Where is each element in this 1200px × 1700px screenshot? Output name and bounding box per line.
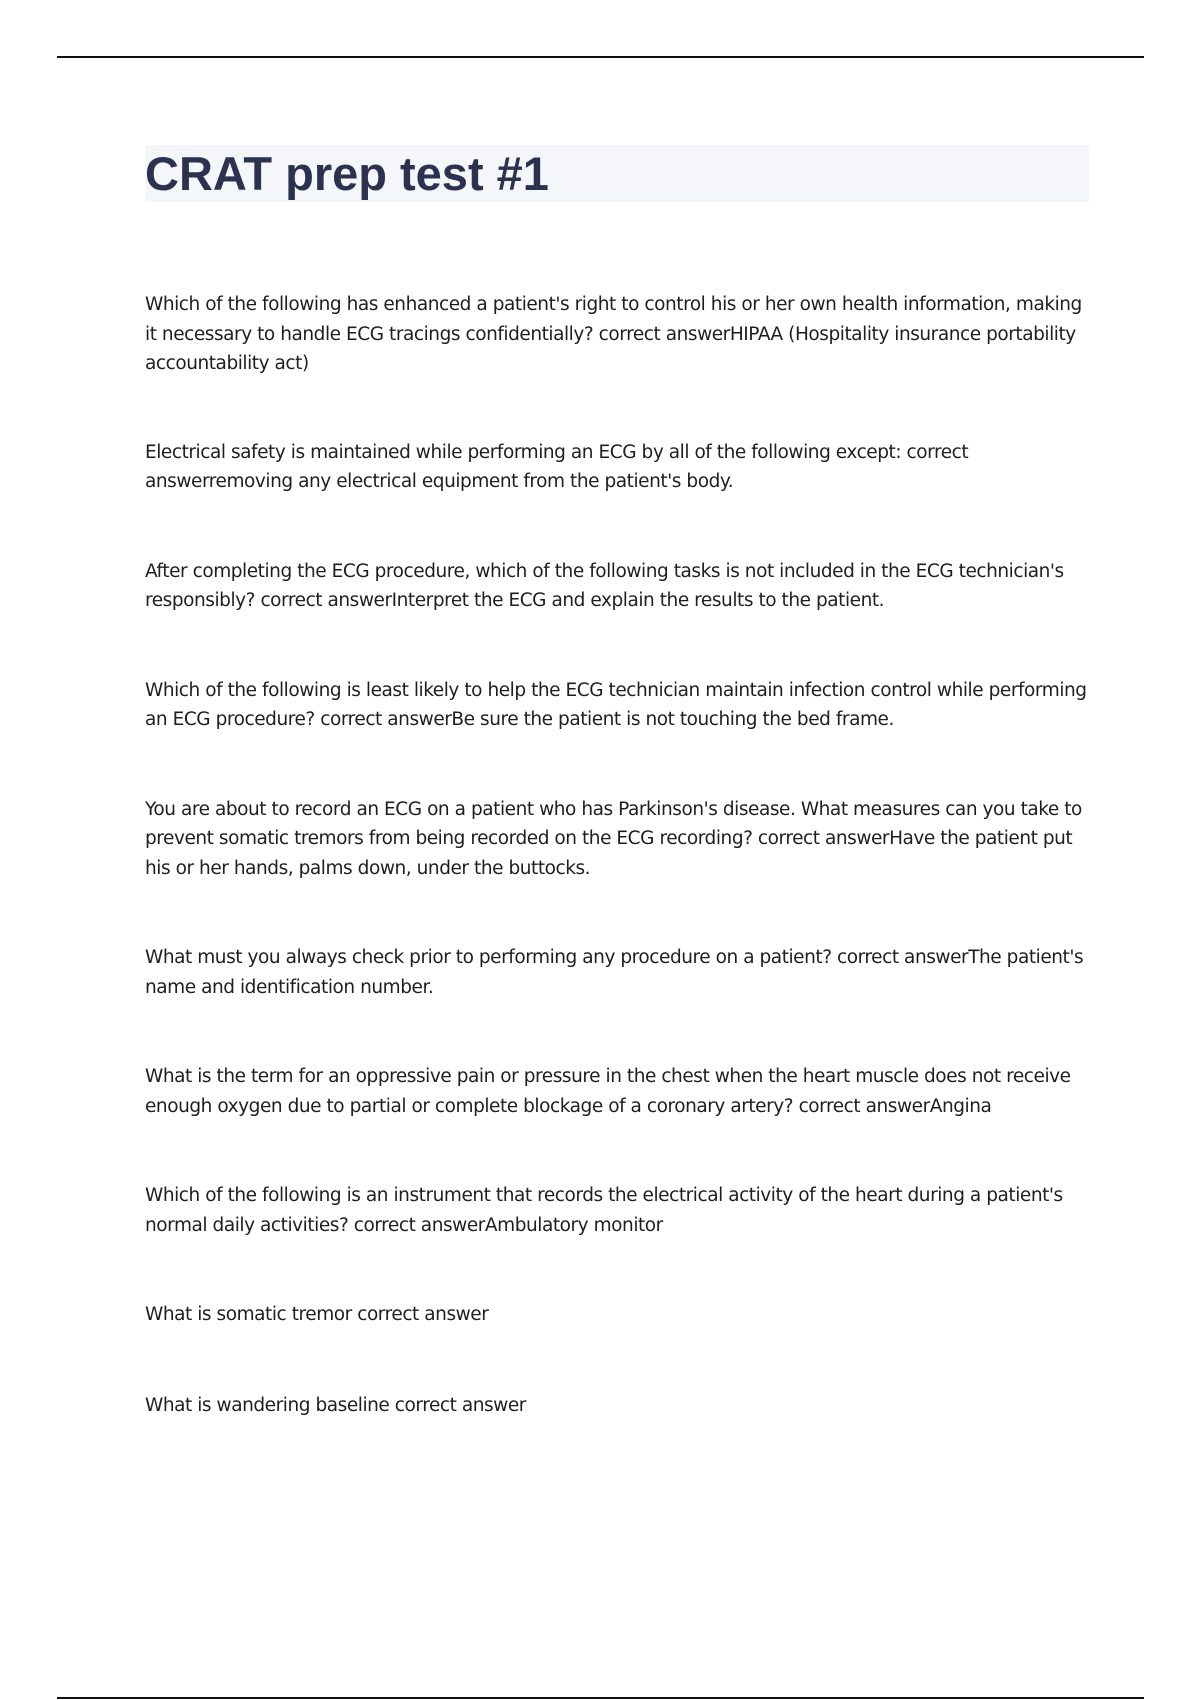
question-item: What is the term for an oppressive pain or pressure in the chest when the heart muscle does not receive enough oxygen due to partial or complete blockage of a coronary artery? correct answerAngina — [145, 1066, 1071, 1117]
question-item: Which of the following has enhanced a patient's right to control his or her own health information, making it necessary to handle ECG tracings confidentially? correct answerHIPAA (Hospitality insurance portability accountability act) — [145, 294, 1082, 374]
question-item: After completing the ECG procedure, which of the following tasks is not included in the ECG technician's responsibly? correct answerInterpret the ECG and explain the results to the patient. — [145, 560, 1064, 611]
question-list — [145, 290, 1090, 1420]
top-rule — [57, 56, 1144, 58]
question-item: What must you always check prior to performing any procedure on a patient? correct answerThe patient's name and identification number. — [145, 947, 1084, 998]
question-item: What is somatic tremor correct answer — [145, 1304, 489, 1325]
question-item: You are about to record an ECG on a patient who has Parkinson's disease. What measures can you take to prevent somatic tremors from being recorded on the ECG recording? correct answerHave the patient put his or her hands, palms down, under the buttocks. — [145, 798, 1082, 879]
question-item: What is wandering baseline correct answer — [145, 1394, 526, 1416]
page-title: CRAT prep test #1 — [145, 147, 549, 200]
question-item: Electrical safety is maintained while performing an ECG by all of the following except: correct answerremoving any electrical equipment from the patient's body. — [145, 441, 969, 492]
question-item: Which of the following is least likely to help the ECG technician maintain infection control while performing an ECG procedure? correct answerBe sure the patient is not touching the bed frame. — [145, 679, 1087, 730]
question-item: Which of the following is an instrument that records the electrical activity of the heart during a patient's normal daily activities? correct answerAmbulatory monitor — [145, 1185, 1063, 1236]
bottom-rule — [57, 1697, 1144, 1699]
